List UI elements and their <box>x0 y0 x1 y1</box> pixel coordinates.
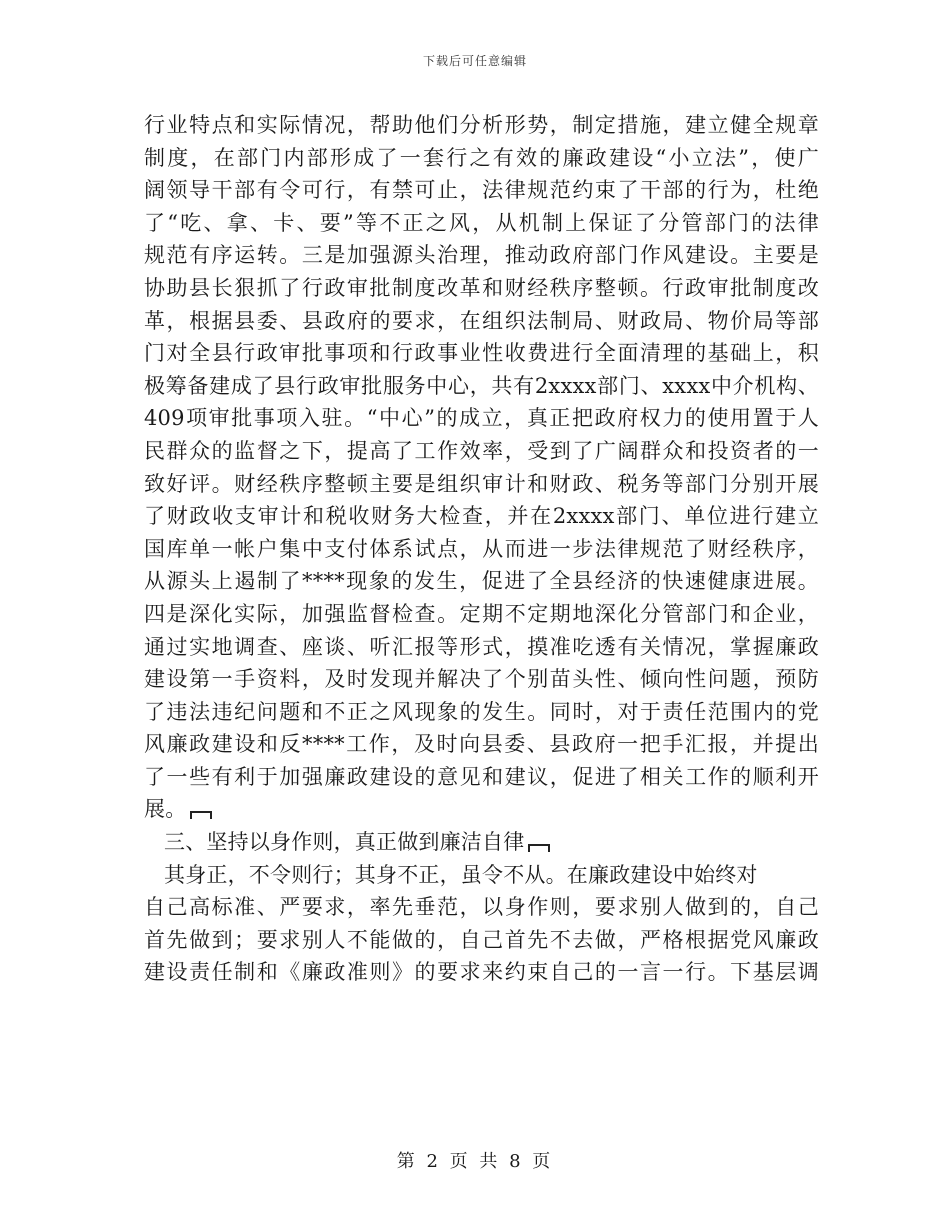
body-line: 制度，在部门内部形成了一套行之有效的廉政建设“小立法”，使广 <box>144 145 819 170</box>
page-footer: 第 2 页 共 8 页 <box>396 1151 554 1172</box>
body-line: 409项审批事项入驻。“中心”的成立，真正把政府权力的使用置于人 <box>144 406 819 431</box>
paragraph-end-line <box>144 793 819 826</box>
body-line: 了“吃、拿、卡、要”等不正之风，从机制上保证了分管部门的法律 <box>144 210 819 235</box>
body-line: 了一些有利于加强廉政建设的意见和建议，促进了相关工作的顺利开 <box>144 764 819 789</box>
body-line: 门对全县行政审批事项和行政事业性收费进行全面清理的基础上，积 <box>144 341 819 366</box>
document-body <box>144 109 819 989</box>
body-line: 首先做到；要求别人不能做的，自己首先不去做，严格根据党风廉政 <box>144 927 819 952</box>
body-line: 规范有序运转。三是加强源头治理，推动政府部门作风建设。主要是 <box>144 243 819 268</box>
body-line: 建设第一手资料，及时发现并解决了个别苗头性、倾向性问题，预防 <box>144 667 819 692</box>
paragraph-mark-icon <box>528 844 550 852</box>
body-line: 极筹备建成了县行政审批服务中心，共有2xxxx部门、xxxx中介机构、 <box>144 373 819 398</box>
body-line: 革，根据县委、县政府的要求，在组织法制局、财政局、物价局等部 <box>144 308 819 333</box>
body-line: 协助县长狠抓了行政审批制度改革和财经秩序整顿。行政审批制度改 <box>144 275 819 300</box>
body-line: 阔领导干部有令可行，有禁可止，法律规范约束了干部的行为，杜绝 <box>144 178 819 203</box>
body-line: 了财政收支审计和税收财务大检查，并在2xxxx部门、单位进行建立 <box>144 504 819 529</box>
body-line-text: 展。 <box>144 797 187 822</box>
body-line: 其身正，不令则行；其身不正，虽令不从。在廉政建设中始终对 <box>164 862 758 887</box>
body-line: 从源头上遏制了****现象的发生，促进了全县经济的快速健康进展。 <box>144 569 819 594</box>
body-line: 通过实地调查、座谈、听汇报等形式，摸准吃透有关情况，掌握廉政 <box>144 634 819 659</box>
body-line: 国库单一帐户集中支付体系试点，从而进一步法律规范了财经秩序， <box>144 536 819 561</box>
body-line: 致好评。财经秩序整顿主要是组织审计和财政、税务等部门分别开展 <box>144 471 819 496</box>
body-line: 了违法违纪问题和不正之风现象的发生。同时，对于责任范围内的党 <box>144 699 819 724</box>
body-line: 建设责任制和《廉政准则》的要求来约束自己的一言一行。下基层调 <box>144 960 819 985</box>
body-line: 四是深化实际，加强监督检查。定期不定期地深化分管部门和企业， <box>144 601 819 626</box>
page-header: 下载后可任意编辑 <box>422 54 527 68</box>
body-line: 民群众的监督之下，提高了工作效率，受到了广阔群众和投资者的一 <box>144 438 819 463</box>
paragraph-mark-icon <box>190 811 212 819</box>
section-heading-text: 三、坚持以身作则，真正做到廉洁自律 <box>164 830 525 855</box>
body-line: 行业特点和实际情况，帮助他们分析形势，制定措施，建立健全规章 <box>144 113 819 137</box>
section-heading <box>144 826 819 859</box>
body-line: 风廉政建设和反****工作，及时向县委、县政府一把手汇报，并提出 <box>144 732 819 757</box>
body-line: 自己高标准、严要求，率先垂范，以身作则，要求别人做到的，自己 <box>144 895 819 920</box>
